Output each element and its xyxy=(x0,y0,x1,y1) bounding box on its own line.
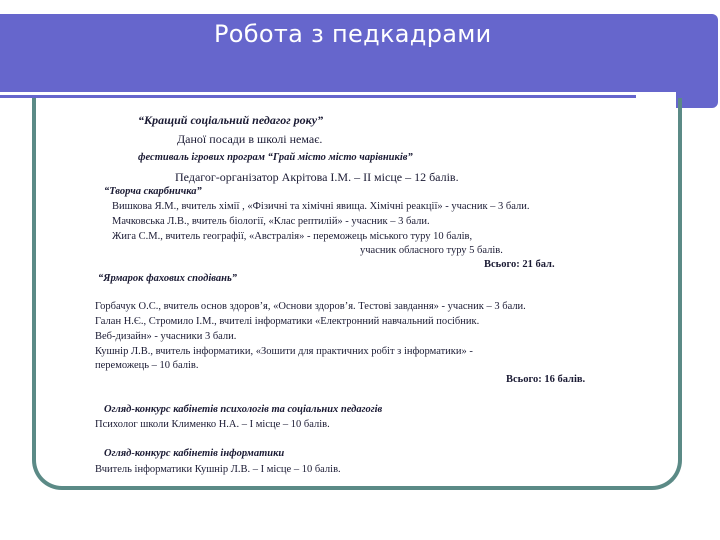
section-heading-informatics: Огляд-конкурс кабінетів інформатики xyxy=(104,448,285,459)
doc-line: Мачковська Л.В., вчитель біології, «Клас рептилій» - учасник – 3 бали. xyxy=(112,216,430,227)
section-heading-fair: “Ярмарок фахових сподівань” xyxy=(98,273,237,284)
doc-line: Даної посади в школі немає. xyxy=(177,132,323,146)
doc-line: Кушнір Л.В., вчитель інформатики, «Зошити для практичних робіт з інформатики» - xyxy=(95,346,473,357)
section-heading-psychologists: Огляд-конкурс кабінетів психологів та соціальних педагогів xyxy=(104,404,383,415)
doc-line: Жига С.М., вчитель географії, «Австралія» - переможець міського туру 10 балів, xyxy=(112,231,473,242)
doc-line: Галан Н.Є., Стромило І.М., вчителі інформатики «Електронний навчальний посібник. xyxy=(95,316,480,327)
slide-title: Робота з педкадрами xyxy=(214,20,492,48)
doc-line: переможець – 10 балів. xyxy=(95,360,199,371)
section-heading-creative-treasury: “Творча скарбничка” xyxy=(104,186,202,197)
doc-line: Горбачук О.С., вчитель основ здоров’я, «Основи здоров’я. Тестові завдання» - учасник – 3 бали. xyxy=(95,301,526,312)
doc-line: Вишкова Я.М., вчитель хімії , «Фізичні та хімічні явища. Хімічні реакції» - учасник – 3 бали. xyxy=(112,201,530,212)
doc-line: Психолог школи Клименко Н.А. – І місце – 10 балів. xyxy=(95,419,330,430)
doc-line: Веб-дизайн» - учасники 3 бали. xyxy=(95,331,237,342)
total-line: Всього: 16 балів. xyxy=(506,374,586,385)
doc-line: Педагог-організатор Акрітова І.М. – ІІ місце – 12 балів. xyxy=(175,170,459,184)
doc-line: учасник обласного туру 5 балів. xyxy=(360,245,503,256)
section-heading-social-pedagogue: “Кращий соціальний педагог року” xyxy=(138,113,324,127)
doc-line: Вчитель інформатики Кушнір Л.В. – І місце – 10 балів. xyxy=(95,464,341,475)
total-line: Всього: 21 бал. xyxy=(484,259,555,270)
section-heading-festival: фестиваль ігрових програм “Грай місто місто чарівників” xyxy=(138,152,413,163)
